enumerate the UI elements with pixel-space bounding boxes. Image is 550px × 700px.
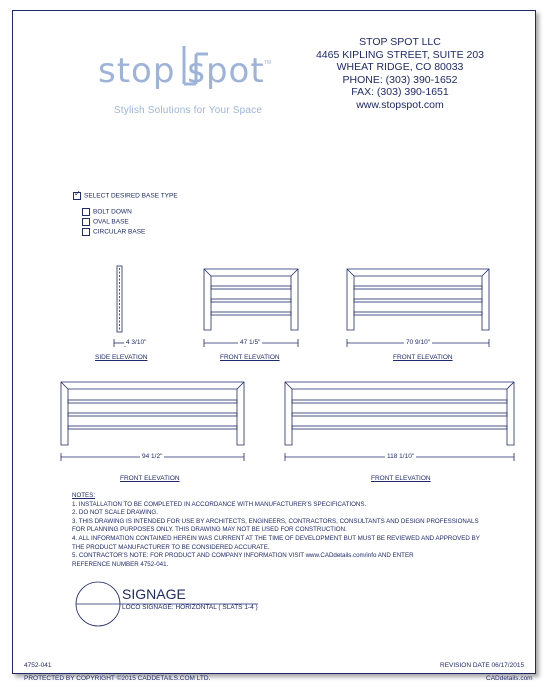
note-line: 1. INSTALLATION TO BE COMPLETED IN ACCORDANCE WITH MANUFACTURER'S SPECIFICATIONS. (72, 500, 367, 508)
front-elevation-1-drawing (204, 269, 298, 347)
note-line: 4. ALL INFORMATION CONTAINED HEREIN WAS CURRENT AT THE TIME OF DEVELOPMENT BUT MUST BE REVIEWED AND APPROVED BY (72, 534, 480, 542)
option-label: CIRCULAR BASE (93, 228, 146, 236)
logo-tm: TM (264, 60, 272, 66)
company-address2: WHEAT RIDGE, CO 80033 (336, 61, 464, 73)
note-line: FOR PLANNING PURPOSES ONLY. THIS DRAWING MAY NOT BE USED FOR CONSTRUCTION. (72, 526, 347, 534)
side-elevation-drawing (114, 266, 125, 347)
notes-header: NOTES: (72, 492, 96, 499)
front3-caption: FRONT ELEVATION (120, 475, 180, 482)
front1-caption: FRONT ELEVATION (220, 354, 280, 361)
company-name: STOP SPOT LLC (359, 36, 441, 48)
option-label: OVAL BASE (93, 218, 129, 226)
front-elevation-2-drawing (347, 269, 489, 347)
side-elevation-caption: SIDE ELEVATION (95, 354, 148, 361)
company-address1: 4465 KIPLING STREET, SUITE 203 (315, 48, 485, 61)
revision-date: REVISION DATE 06/17/2015 (440, 662, 525, 669)
front3-dimension: 94 1/2" (142, 453, 163, 460)
front2-caption: FRONT ELEVATION (393, 354, 453, 361)
front4-caption: FRONT ELEVATION (371, 475, 431, 482)
note-line: 5. CONTRACTOR'S NOTE: FOR PRODUCT AND COMPANY INFORMATION VISIT www.CADdetails.com/info AND ENTER (72, 552, 414, 560)
reference-number: 4752-041 (24, 662, 52, 669)
note-line: THE PRODUCT MANUFACTURER TO BE CONSIDERED ACCURATE. (72, 543, 270, 551)
copyright-notice: PROTECTED BY COPYRIGHT ©2015 CADDETAILS.COM LTD. (24, 675, 211, 682)
note-line: 3. THIS DRAWING IS INTENDED FOR USE BY ARCHITECTS, ENGINEERS, CONTRACTORS, CONSULTANTS AND DESIGN PROFESSIONALS (72, 517, 479, 525)
company-phone: PHONE: (303) 390-1652 (342, 73, 458, 86)
logo-tagline: Stylish Solutions for Your Space (113, 105, 263, 116)
base-type-header-label: SELECT DESIRED BASE TYPE (84, 192, 178, 200)
caddetails-link[interactable]: CADdetails.com (486, 675, 533, 682)
company-fax: FAX: (303) 390-1651 (351, 86, 449, 98)
note-line: REFERENCE NUMBER 4752-041. (72, 560, 169, 568)
front-elevation-3-drawing (61, 382, 244, 461)
logo-wordmark: stop spot (98, 51, 265, 91)
notes-section (72, 492, 512, 569)
note-line: 2. DO NOT SCALE DRAWING. (72, 509, 158, 517)
option-label: BOLT DOWN (93, 208, 132, 216)
front-elevation-4-drawing (285, 382, 514, 461)
drawing-title: SIGNAGE (122, 586, 186, 602)
drawing-subtitle: LOCO SIGNAGE: HORIZONTAL ( SLATS 1-4 ) (122, 604, 258, 611)
front4-dimension: 118 1/10" (387, 453, 415, 460)
company-website: www.stopspot.com (356, 98, 444, 111)
front2-dimension: 70 9/10" (406, 339, 430, 346)
side-dimension: 4 3/10" (126, 339, 147, 346)
front1-dimension: 47 1/5" (240, 339, 261, 346)
